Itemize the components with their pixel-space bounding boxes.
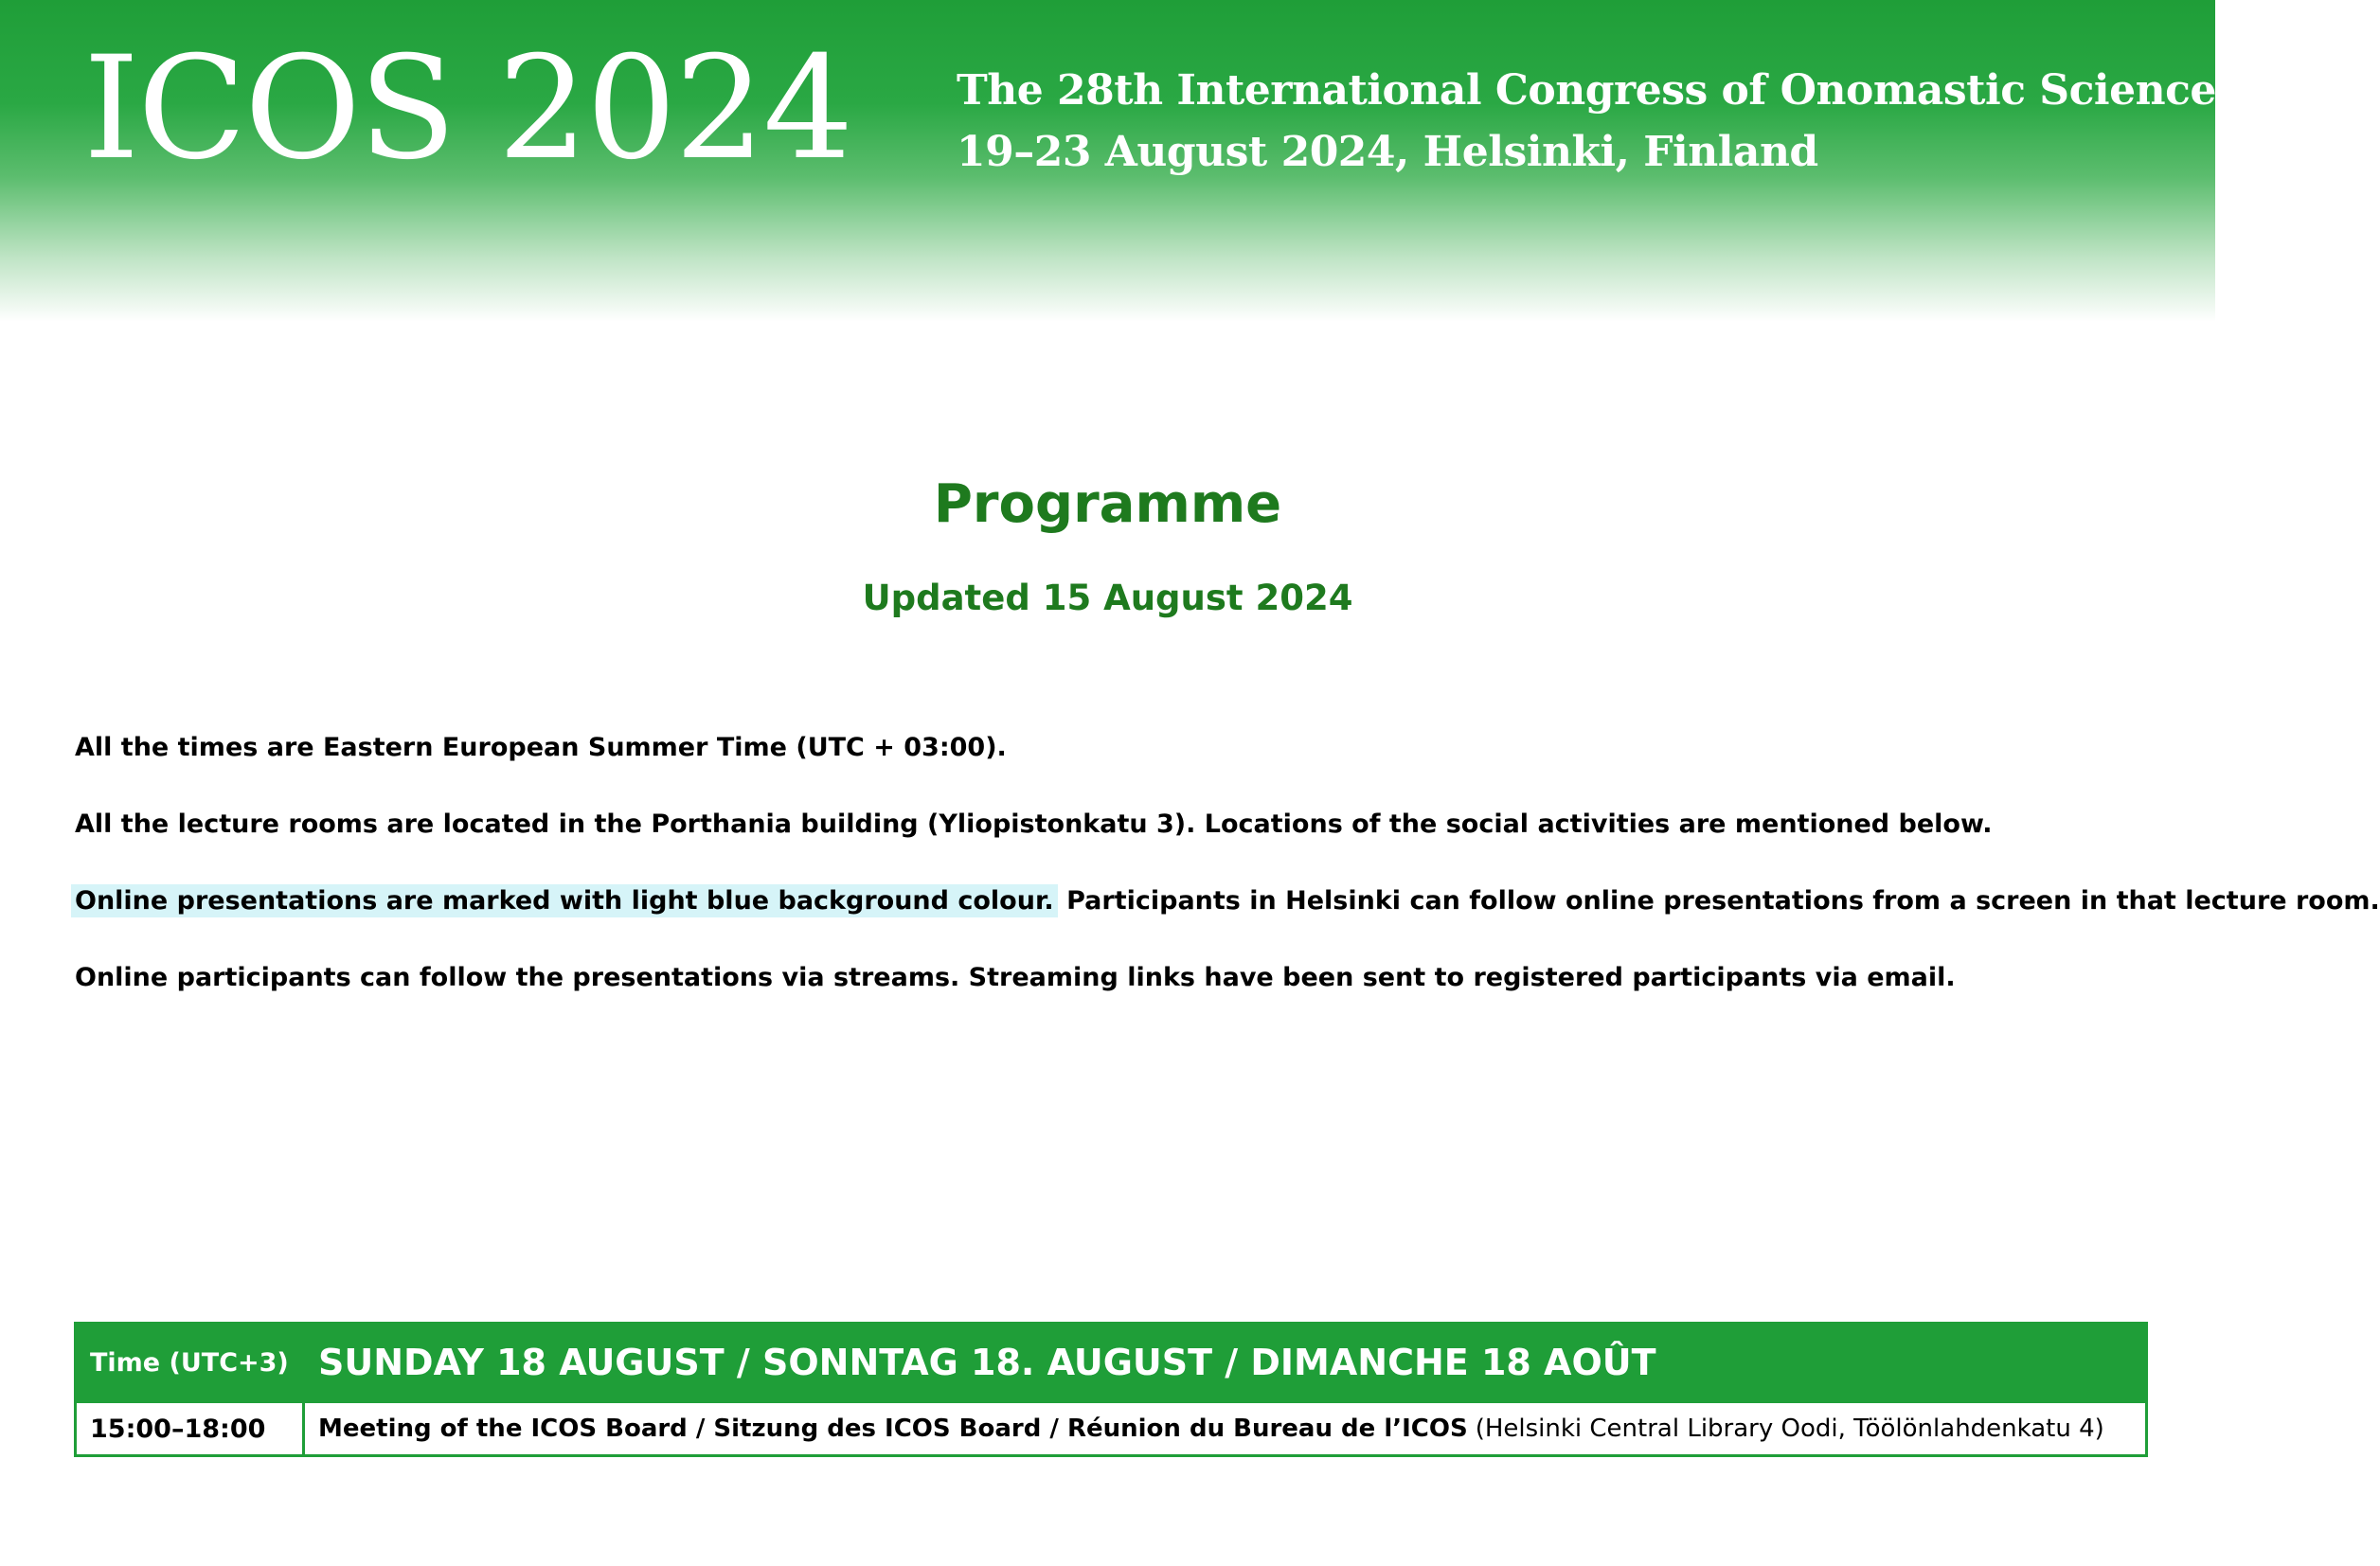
congress-logo-title: ICOS 2024 bbox=[83, 27, 852, 191]
header-banner bbox=[0, 0, 2240, 322]
event-location: (Helsinki Central Library Oodi, Töölönlahdenkatu 4) bbox=[1475, 1415, 2104, 1443]
note-time-zone: All the times are Eastern European Summer Time (UTC + 03:00). bbox=[75, 733, 1007, 762]
event-title: Meeting of the ICOS Board / Sitzung des ICOS Board / Réunion du Bureau de l’ICOS bbox=[318, 1415, 1468, 1443]
note-lecture-rooms: All the lecture rooms are located in the Porthania building (Yliopistonkatu 3). Locations of the social activities are mentioned below. bbox=[75, 810, 1993, 839]
header-time-cell: Time (UTC+3) bbox=[90, 1347, 289, 1378]
programme-table bbox=[74, 1322, 2148, 1457]
header-day-cell: SUNDAY 18 AUGUST / SONNTAG 18. AUGUST / DIMANCHE 18 AOÛT bbox=[318, 1342, 1656, 1383]
congress-dates-location: 19–23 August 2024, Helsinki, Finland bbox=[957, 128, 1818, 176]
table-row bbox=[77, 1400, 2145, 1454]
table-header-row bbox=[77, 1325, 2145, 1400]
row-time-cell: 15:00–18:00 bbox=[77, 1403, 305, 1454]
note-streaming: Online participants can follow the presentations via streams. Streaming links have been sent to registered participants via email. bbox=[75, 963, 1956, 992]
note-online-rest: Participants in Helsinki can follow online presentations from a screen in that lecture room. bbox=[1066, 886, 2380, 916]
updated-date: Updated 15 August 2024 bbox=[862, 578, 1353, 618]
congress-full-name: The 28th International Congress of Onomastic Sciences bbox=[957, 66, 2240, 115]
row-event-cell bbox=[305, 1403, 2145, 1454]
online-highlight-sample: Online presentations are marked with light blue background colour. bbox=[71, 884, 1058, 917]
page-title: Programme bbox=[933, 473, 1282, 535]
note-online-presentations bbox=[75, 886, 2380, 916]
